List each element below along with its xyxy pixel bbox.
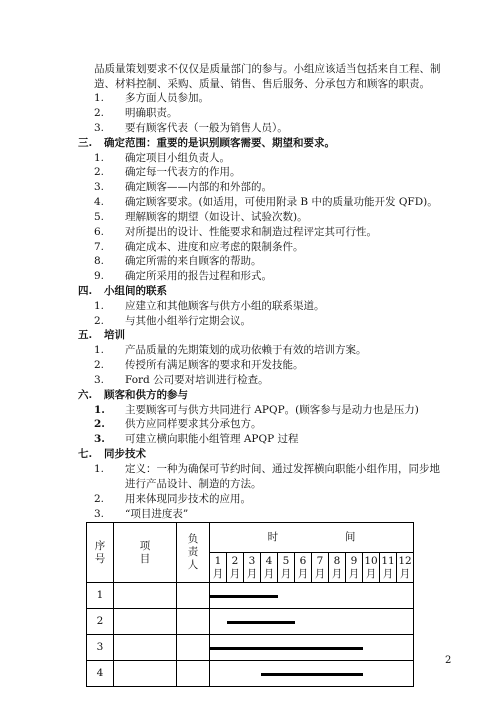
list-b-num: 8. bbox=[94, 255, 105, 267]
list-b-item: 理解顾客的期望（如设计、试验次数)。 bbox=[125, 211, 308, 223]
header-seq: 序 号 bbox=[87, 523, 114, 583]
list-e-item: 供方应同样要求其分承包方。 bbox=[125, 418, 262, 430]
row-seq: 1 bbox=[87, 583, 114, 609]
list-e-item: 可建立横向职能小组管理 APQP 过程 bbox=[125, 433, 299, 445]
list-b-item: 确定顾客要求。(如适用，可使用附录 B 中的质量功能开发 QFD)。 bbox=[125, 196, 438, 208]
list-d-num: 2. bbox=[94, 359, 105, 371]
list-d-item: 产品质量的先期策划的成功依赖于有效的培训方案。 bbox=[125, 344, 367, 356]
row-seq: 4 bbox=[87, 661, 114, 687]
list-c-num: 1. bbox=[94, 300, 105, 312]
list-b-num: 2. bbox=[94, 166, 105, 178]
header-item: 项 目 bbox=[114, 523, 177, 583]
list-b-item: 确定顾客——内部的和外部的。 bbox=[125, 181, 272, 193]
list-b-num: 3. bbox=[94, 181, 105, 193]
list-a-item: 明确职责。 bbox=[125, 107, 178, 119]
list-f-num: 2. bbox=[94, 493, 105, 505]
list-b-item: 确定所需的来自顾客的帮助。 bbox=[125, 255, 262, 267]
page-number: 2 bbox=[445, 655, 452, 666]
month-header: 12 月 bbox=[397, 553, 414, 583]
month-header: 11 月 bbox=[380, 553, 397, 583]
list-e-item: 主要顾客可与供方共同进行 APQP。(顾客参与是动力也是压力) bbox=[125, 404, 419, 416]
header-owner: 负 责 人 bbox=[177, 523, 210, 583]
list-f-item-line-1: 定义：一种为确保可节约时间、通过发挥横向职能小组作用，同步地 bbox=[125, 463, 440, 475]
list-a-item: 多方面人员参加。 bbox=[125, 92, 209, 104]
schedule-bar bbox=[210, 595, 278, 598]
month-header: 2 月 bbox=[227, 553, 244, 583]
list-d-num: 1. bbox=[94, 344, 105, 356]
schedule-bar bbox=[210, 647, 363, 650]
list-d-num: 3. bbox=[94, 374, 105, 386]
month-header: 6 月 bbox=[295, 553, 312, 583]
section-4-title: 小组间的联系 bbox=[104, 285, 167, 297]
list-e-num: 1. bbox=[94, 404, 105, 416]
month-header: 8 月 bbox=[329, 553, 346, 583]
header-time: 时 间 bbox=[210, 523, 414, 553]
list-d-item: Ford 公司要对培训进行检查。 bbox=[125, 374, 269, 386]
list-f-item: 用来体现同步技术的应用。 bbox=[125, 493, 251, 505]
schedule-bar bbox=[227, 621, 295, 624]
list-f-num: 3. bbox=[94, 508, 105, 520]
list-a-num: 3. bbox=[94, 122, 105, 134]
section-7-number: 七. bbox=[78, 448, 93, 460]
list-b-num: 4. bbox=[94, 196, 105, 208]
list-e-num: 2. bbox=[94, 418, 105, 430]
project-schedule-table bbox=[86, 522, 414, 687]
section-7-title: 同步技术 bbox=[104, 448, 146, 460]
list-b-item: 确定所采用的报告过程和形式。 bbox=[125, 270, 272, 282]
row-seq: 3 bbox=[87, 635, 114, 661]
month-header: 1 月 bbox=[210, 553, 227, 583]
list-b-item: 对所提出的设计、性能要求和制造过程评定其可行性。 bbox=[125, 226, 377, 238]
month-header: 10 月 bbox=[363, 553, 380, 583]
list-a-item: 要有顾客代表（一般为销售人员）。 bbox=[125, 122, 288, 134]
intro-line-1: 品质量策划要求不仅仅是质量部门的参与。小组应该适当包括来自工程、制 bbox=[94, 63, 441, 75]
month-header: 4 月 bbox=[261, 553, 278, 583]
month-header: 9 月 bbox=[346, 553, 363, 583]
list-b-num: 6. bbox=[94, 226, 105, 238]
list-e-num: 3. bbox=[94, 433, 105, 445]
list-c-item: 与其他小组举行定期会议。 bbox=[125, 315, 251, 327]
list-f-item: “项目进度表” bbox=[125, 508, 189, 520]
list-b-num: 5. bbox=[94, 211, 105, 223]
section-4-number: 四. bbox=[78, 285, 93, 297]
list-b-num: 9. bbox=[94, 270, 105, 282]
list-b-item: 确定每一代表方的作用。 bbox=[125, 166, 241, 178]
section-3-title: 确定范围：重要的是识别顾客需要、期望和要求。 bbox=[104, 137, 335, 149]
month-header: 5 月 bbox=[278, 553, 295, 583]
section-6-number: 六. bbox=[78, 389, 93, 401]
list-b-num: 1. bbox=[94, 152, 105, 164]
list-b-item: 确定项目小组负责人。 bbox=[125, 152, 230, 164]
list-c-item: 应建立和其他顾客与供方小组的联系渠道。 bbox=[125, 300, 325, 312]
list-f-item-line-2: 进行产品设计、制造的方法。 bbox=[125, 478, 262, 490]
list-b-num: 7. bbox=[94, 241, 105, 253]
section-5-number: 五. bbox=[78, 329, 93, 341]
list-a-num: 2. bbox=[94, 107, 105, 119]
list-f-num: 1. bbox=[94, 463, 105, 475]
list-b-item: 确定成本、进度和应考虑的限制条件。 bbox=[125, 241, 304, 253]
row-seq: 2 bbox=[87, 609, 114, 635]
list-a-num: 1. bbox=[94, 92, 105, 104]
list-d-item: 传授所有满足顾客的要求和开发技能。 bbox=[125, 359, 304, 371]
month-header: 7 月 bbox=[312, 553, 329, 583]
month-header: 3 月 bbox=[244, 553, 261, 583]
schedule-bar bbox=[261, 673, 363, 676]
list-c-num: 2. bbox=[94, 315, 105, 327]
section-3-number: 三. bbox=[78, 137, 93, 149]
section-5-title: 培训 bbox=[104, 329, 125, 341]
section-6-title: 顾客和供方的参与 bbox=[104, 389, 188, 401]
intro-line-2: 造、材料控制、采购、质量、销售、售后服务、分承包方和顾客的职责。 bbox=[94, 78, 430, 90]
